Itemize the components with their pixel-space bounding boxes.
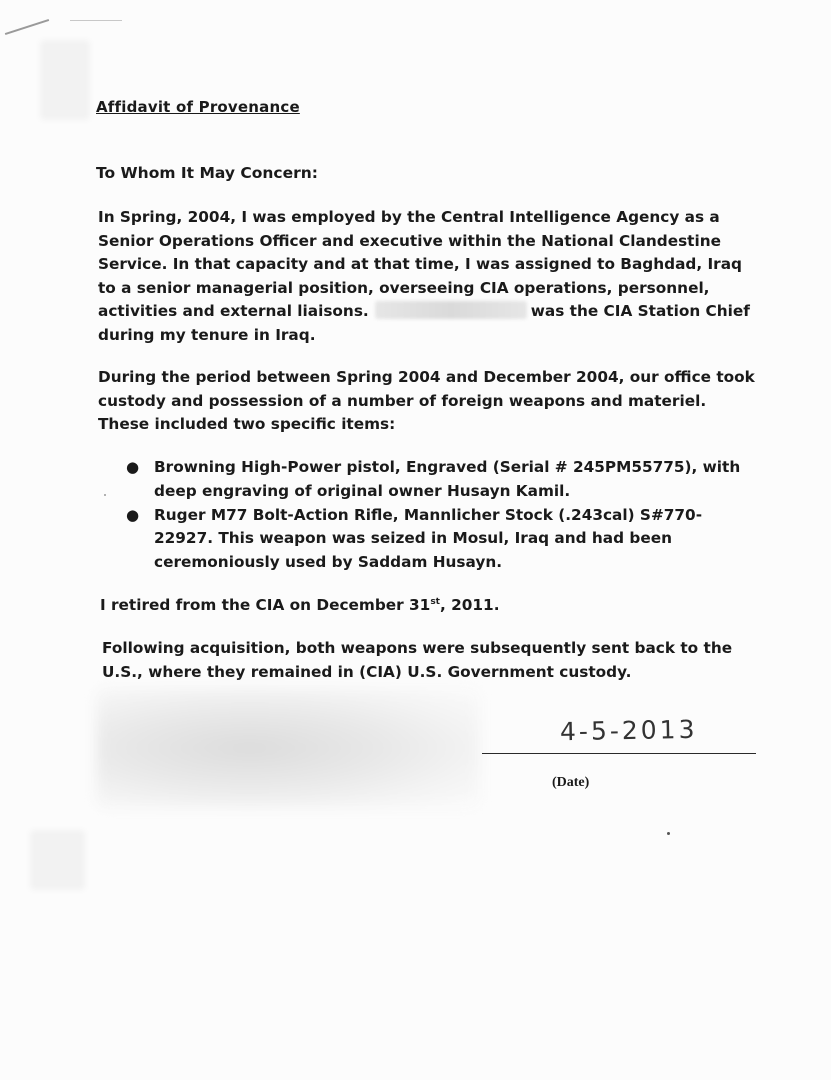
date-label: (Date) [552,775,590,790]
date-line [482,753,756,754]
scan-mark [70,20,122,21]
list-item [120,504,760,575]
list-item-text: Browning High-Power pistol, Engraved (Serial # 245PM55775), with deep engraving of original owner Husayn Kamil. [154,458,741,500]
list-item [120,456,760,504]
scan-speck [667,832,670,835]
scan-mark [5,19,49,35]
scan-bleed [30,830,85,890]
paragraph-acquisition: Following acquisition, both weapons were subsequently sent back to the U.S., where they remained in (CIA) U.S. Government custody. [102,639,733,681]
redacted-name [375,301,527,319]
paragraph-employment-tail: was the CIA Station Chief during my tenure in Iraq. [98,302,750,344]
ordinal-suffix: st [430,596,440,607]
paragraph-employment-text: In Spring, 2004, I was employed by the Central Intelligence Agency as a Senior Operations Officer and executive within the National Clandestine Service. In that capacity and at that time, I was assigned to Baghdad, Iraq to a senior managerial position, overseeing CIA operations, personnel, activities and external liaisons. [98,208,743,321]
scan-bleed [40,40,90,120]
weapons-list [120,456,760,575]
paragraph-employment [98,206,758,348]
scan-speck [104,494,106,496]
document-title: Affidavit of Provenance [96,98,300,116]
bullet-icon: ● [126,505,140,524]
bullet-icon: ● [126,458,140,476]
salutation: To Whom It May Concern: [96,164,319,182]
redacted-signature [96,688,480,808]
handwritten-date: 4-5-2013 [559,714,698,747]
retirement-year: , 2011. [439,596,500,614]
retirement-text: I retired from the CIA on December 31 [100,596,431,614]
paragraph-custody: During the period between Spring 2004 and December 2004, our office took custody and possession of a number of foreign weapons and materiel. These included two specific items: [98,368,755,434]
list-item-text: Ruger M77 Bolt-Action Rifle, Mannlicher Stock (.243cal) S#770-22927. This weapon was seized in Mosul, Iraq and had been ceremoniously used by Saddam Husayn. [154,505,703,572]
retirement-statement [100,596,500,614]
